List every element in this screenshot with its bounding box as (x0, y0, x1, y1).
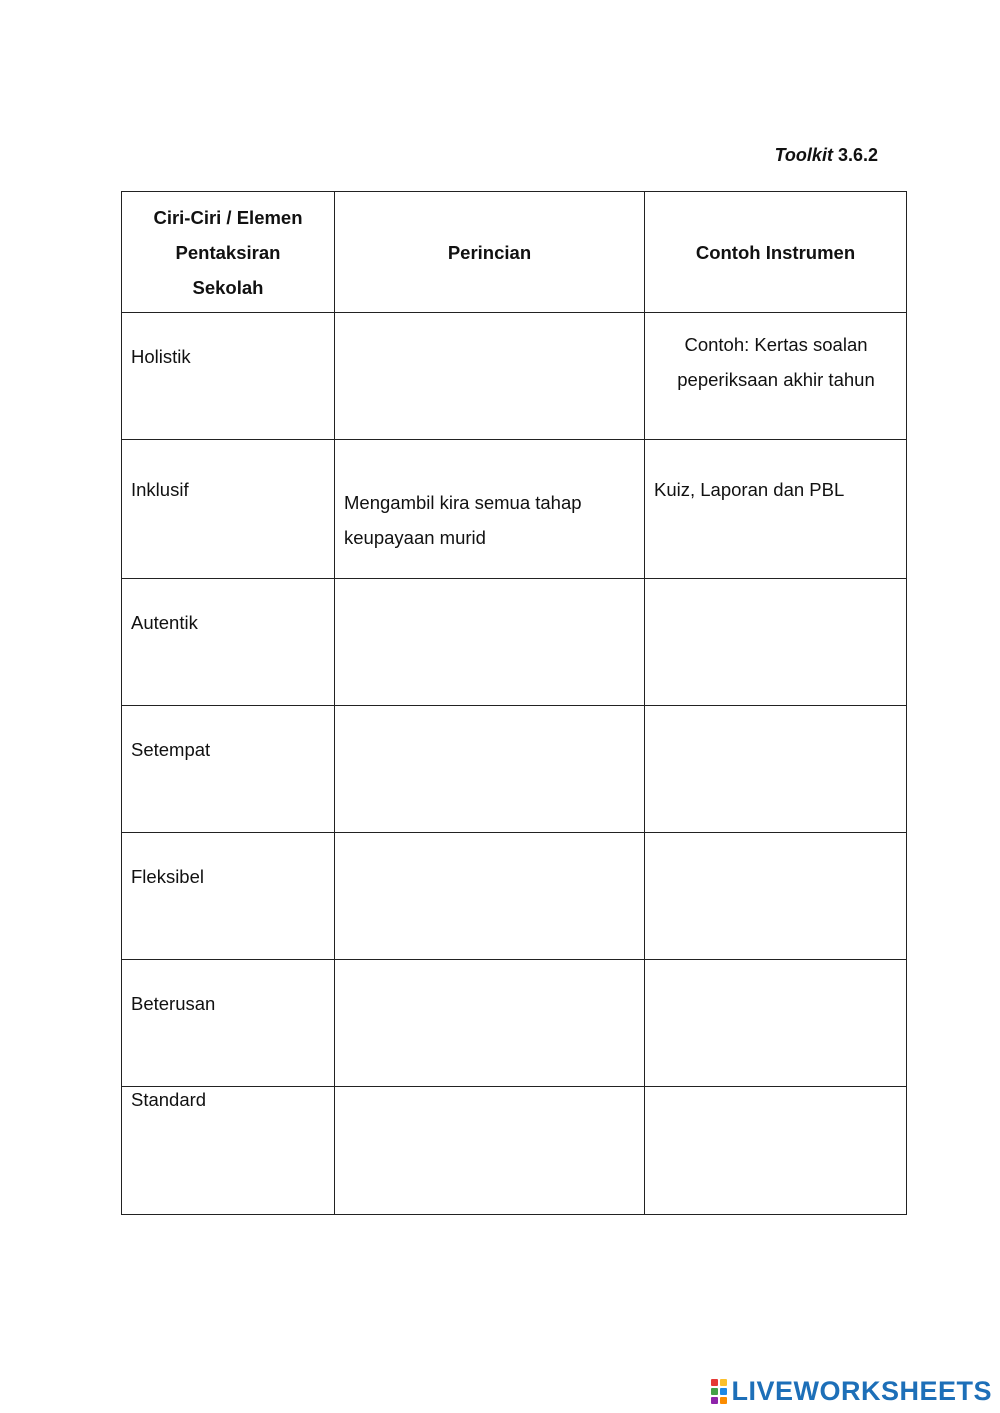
table-row (122, 313, 907, 440)
contoh-text: Contoh: Kertas soalan peperiksaan akhir tahun (677, 334, 875, 390)
contoh-cell[interactable] (645, 579, 907, 706)
logo-text: LIVEWORKSHEETS (731, 1376, 992, 1406)
contoh-cell[interactable] (645, 706, 907, 833)
toolkit-label (700, 145, 878, 166)
perincian-cell[interactable] (335, 1087, 645, 1215)
perincian-text: Mengambil kira semua tahap keupayaan murid (344, 492, 582, 548)
row-name: Fleksibel (131, 866, 204, 887)
table-row (122, 833, 907, 960)
header-ciri-elemen: Ciri-Ciri / Elemen Pentaksiran Sekolah (122, 192, 335, 313)
row-name-cell (122, 579, 335, 706)
row-name: Setempat (131, 739, 211, 760)
row-name-cell (122, 706, 335, 833)
row-name: Standard (131, 1089, 207, 1110)
perincian-cell[interactable] (335, 833, 645, 960)
table-row (122, 1087, 907, 1215)
row-name-cell (122, 313, 335, 440)
row-name: Beterusan (131, 993, 216, 1014)
row-name-cell (122, 440, 335, 579)
perincian-cell[interactable] (335, 313, 645, 440)
table-row (122, 579, 907, 706)
row-name-cell (122, 833, 335, 960)
contoh-text: Kuiz, Laporan dan PBL (654, 479, 845, 500)
worksheet-table (121, 191, 907, 1215)
perincian-cell[interactable] (335, 706, 645, 833)
contoh-cell[interactable] (645, 1087, 907, 1215)
row-name-cell (122, 960, 335, 1087)
contoh-cell[interactable] (645, 833, 907, 960)
contoh-cell[interactable] (645, 440, 907, 579)
table-header-row (122, 192, 907, 313)
table-row (122, 440, 907, 579)
contoh-cell[interactable] (645, 960, 907, 1087)
toolkit-word: Toolkit (774, 145, 833, 165)
table-row (122, 706, 907, 833)
perincian-cell[interactable] (335, 440, 645, 579)
row-name: Holistik (131, 346, 191, 367)
table-row (122, 960, 907, 1087)
row-name-cell (122, 1087, 335, 1215)
perincian-cell[interactable] (335, 960, 645, 1087)
liveworksheets-logo-icon (711, 1379, 727, 1404)
toolkit-number: 3.6.2 (837, 145, 878, 165)
row-name: Autentik (131, 612, 198, 633)
contoh-cell[interactable] (645, 313, 907, 440)
header-contoh-instrumen: Contoh Instrumen (645, 192, 907, 313)
row-name: Inklusif (131, 479, 189, 500)
perincian-cell[interactable] (335, 579, 645, 706)
header-perincian: Perincian (335, 192, 645, 313)
liveworksheets-logo[interactable] (711, 1376, 992, 1407)
